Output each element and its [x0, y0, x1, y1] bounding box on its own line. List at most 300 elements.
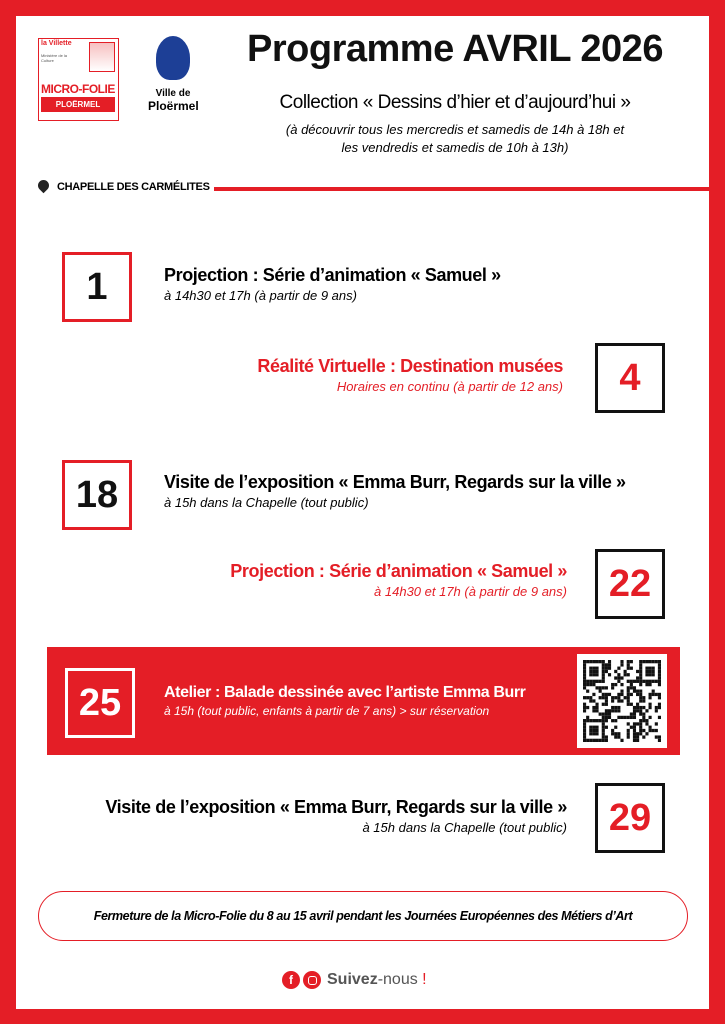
qr-module [620, 660, 623, 663]
qr-module [608, 667, 611, 670]
qr-module [595, 729, 598, 732]
qr-module [639, 722, 642, 725]
ville-ploermel-logo [148, 36, 198, 120]
qr-module [617, 735, 620, 738]
qr-module [655, 693, 658, 696]
qr-module [611, 686, 614, 689]
qr-module [627, 732, 630, 735]
qr-module [639, 699, 642, 702]
qr-module [658, 680, 661, 683]
qr-module [658, 716, 661, 719]
qr-module [655, 660, 658, 663]
qr-module [602, 693, 605, 696]
qr-module [592, 719, 595, 722]
qr-module [583, 703, 586, 706]
qr-module [633, 680, 636, 683]
qr-module [605, 709, 608, 712]
qr-module [636, 706, 639, 709]
qr-module [602, 670, 605, 673]
qr-module [633, 690, 636, 693]
qr-module [605, 716, 608, 719]
qr-module [630, 703, 633, 706]
qr-module [592, 709, 595, 712]
qr-module [605, 667, 608, 670]
qr-module [589, 726, 592, 729]
qr-module [627, 667, 630, 670]
collection-subtitle: Collection « Dessins d’hier et d’aujourd’hui » [279, 92, 631, 113]
qr-module [592, 732, 595, 735]
qr-module [608, 663, 611, 666]
instagram-icon[interactable] [303, 971, 321, 989]
qr-module [630, 726, 633, 729]
qr-module [602, 739, 605, 742]
qr-module [639, 660, 642, 663]
qr-module [624, 670, 627, 673]
qr-module [617, 673, 620, 676]
qr-module [614, 719, 617, 722]
day-box-22: 22 [595, 549, 665, 619]
qr-module [658, 676, 661, 679]
qr-module [608, 712, 611, 715]
qr-module [614, 735, 617, 738]
qr-module [639, 667, 642, 670]
qr-module [652, 693, 655, 696]
qr-module [595, 660, 598, 663]
qr-module [627, 660, 630, 663]
event-29 [105, 797, 567, 835]
qr-module [633, 706, 636, 709]
qr-module [642, 696, 645, 699]
qr-module [649, 706, 652, 709]
qr-module [589, 729, 592, 732]
qr-module [589, 719, 592, 722]
qr-module [649, 726, 652, 729]
page-title: Programme AVRIL 2026 [247, 28, 663, 70]
event-title: Visite de l’exposition « Emma Burr, Regards sur la ville » [164, 472, 626, 492]
day-box-18: 18 [62, 460, 132, 530]
qr-module [627, 690, 630, 693]
qr-module [583, 663, 586, 666]
day-box-29: 29 [595, 783, 665, 853]
qr-module [583, 667, 586, 670]
day-box-4: 4 [595, 343, 665, 413]
qr-module [636, 690, 639, 693]
qr-module [589, 670, 592, 673]
qr-module [658, 670, 661, 673]
day-box-25: 25 [65, 668, 135, 738]
follow-exclaim: ! [422, 971, 427, 988]
qr-module [642, 729, 645, 732]
qr-module [611, 699, 614, 702]
qr-module [633, 709, 636, 712]
qr-module [636, 732, 639, 735]
follow-rest: -nous [377, 971, 418, 988]
qr-module [639, 673, 642, 676]
qr-module [620, 716, 623, 719]
qr-module [608, 709, 611, 712]
qr-module [599, 686, 602, 689]
qr-module [652, 680, 655, 683]
qr-module [611, 709, 614, 712]
qr-module [649, 670, 652, 673]
event-detail: à 15h (tout public, enfants à partir de 7 ans) > sur réservation [164, 704, 490, 718]
qr-module [605, 670, 608, 673]
qr-module [617, 676, 620, 679]
qr-module [617, 696, 620, 699]
qr-module [599, 660, 602, 663]
qr-code[interactable] [577, 654, 667, 748]
qr-module [642, 712, 645, 715]
qr-module [639, 729, 642, 732]
qr-module [633, 686, 636, 689]
qr-module [599, 696, 602, 699]
qr-module [636, 739, 639, 742]
qr-module [639, 719, 642, 722]
qr-module [645, 670, 648, 673]
qr-module [633, 735, 636, 738]
qr-module [633, 732, 636, 735]
logo-name: MICRO-FOLIE [41, 82, 115, 96]
qr-module [639, 696, 642, 699]
qr-module [639, 670, 642, 673]
qr-module [595, 719, 598, 722]
qr-module [592, 680, 595, 683]
qr-module [639, 680, 642, 683]
qr-module [617, 716, 620, 719]
qr-module [636, 676, 639, 679]
qr-module [645, 709, 648, 712]
qr-module [636, 670, 639, 673]
ville-line2: Ploërmel [148, 99, 199, 113]
qr-module [630, 660, 633, 663]
qr-module [586, 739, 589, 742]
qr-module [599, 712, 602, 715]
qr-module [630, 667, 633, 670]
qr-module [583, 680, 586, 683]
qr-module [605, 712, 608, 715]
qr-module [652, 670, 655, 673]
qr-module [592, 667, 595, 670]
qr-module [658, 667, 661, 670]
qr-module [614, 670, 617, 673]
event-1 [164, 265, 501, 303]
hours-line-1: (à découvrir tous les mercredis et samedis de 14h à 18h et [285, 122, 625, 137]
qr-module [595, 673, 598, 676]
qr-module [586, 696, 589, 699]
qr-module [586, 719, 589, 722]
closure-notice [38, 891, 688, 941]
qr-module [608, 673, 611, 676]
qr-module [583, 722, 586, 725]
qr-module [592, 673, 595, 676]
qr-module [605, 663, 608, 666]
qr-module [595, 706, 598, 709]
qr-module [639, 663, 642, 666]
qr-module [642, 680, 645, 683]
qr-module [642, 660, 645, 663]
social-footer [282, 971, 427, 989]
qr-module [658, 703, 661, 706]
qr-module [611, 719, 614, 722]
qr-module [595, 732, 598, 735]
qr-module [602, 673, 605, 676]
qr-module [605, 735, 608, 738]
qr-module [639, 726, 642, 729]
qr-module [639, 676, 642, 679]
cubes-icon [89, 42, 115, 72]
qr-module [645, 673, 648, 676]
qr-module [655, 709, 658, 712]
qr-module [617, 706, 620, 709]
qr-module [592, 660, 595, 663]
ministry-text: Ministère de la Culture [41, 53, 68, 63]
qr-module [605, 719, 608, 722]
qr-module [649, 696, 652, 699]
qr-module [658, 706, 661, 709]
qr-module [592, 670, 595, 673]
qr-module [652, 690, 655, 693]
event-detail: à 15h dans la Chapelle (tout public) [164, 495, 369, 510]
qr-module [583, 739, 586, 742]
qr-module [645, 683, 648, 686]
qr-module [614, 696, 617, 699]
lion-icon [156, 36, 190, 80]
qr-module [589, 732, 592, 735]
qr-module [636, 693, 639, 696]
qr-module [595, 670, 598, 673]
qr-module [620, 676, 623, 679]
qr-module [611, 729, 614, 732]
qr-module [583, 670, 586, 673]
qr-module [639, 690, 642, 693]
qr-module [602, 729, 605, 732]
event-title: Atelier : Balade dessinée avec l’artiste Emma Burr [164, 684, 526, 701]
qr-module [639, 706, 642, 709]
qr-module [652, 660, 655, 663]
qr-module [586, 706, 589, 709]
qr-module [658, 693, 661, 696]
qr-module [589, 696, 592, 699]
qr-module [645, 719, 648, 722]
qr-code-image [583, 660, 661, 742]
location-divider [214, 187, 709, 191]
qr-module [630, 680, 633, 683]
qr-module [658, 663, 661, 666]
qr-module [658, 683, 661, 686]
qr-module [620, 693, 623, 696]
qr-module [655, 735, 658, 738]
qr-module [633, 739, 636, 742]
qr-module [614, 676, 617, 679]
qr-module [595, 709, 598, 712]
qr-module [655, 706, 658, 709]
qr-module [608, 716, 611, 719]
qr-module [583, 719, 586, 722]
qr-module [589, 673, 592, 676]
qr-module [602, 722, 605, 725]
qr-module [624, 696, 627, 699]
qr-module [627, 699, 630, 702]
qr-module [611, 706, 614, 709]
event-4 [257, 356, 563, 394]
location-label: CHAPELLE DES CARMÉLITES [57, 181, 210, 193]
qr-module [620, 683, 623, 686]
ville-line1: Ville de [155, 88, 191, 99]
event-title: Projection : Série d’animation « Samuel » [164, 265, 501, 285]
event-detail: Horaires en continu (à partir de 12 ans) [336, 379, 563, 394]
qr-module [624, 673, 627, 676]
qr-module [649, 683, 652, 686]
qr-module [589, 699, 592, 702]
qr-module [583, 706, 586, 709]
qr-module [630, 712, 633, 715]
qr-module [633, 712, 636, 715]
qr-module [599, 690, 602, 693]
qr-module [639, 693, 642, 696]
qr-module [642, 716, 645, 719]
qr-module [633, 726, 636, 729]
qr-module [649, 693, 652, 696]
qr-module [624, 716, 627, 719]
qr-module [617, 667, 620, 670]
qr-module [630, 683, 633, 686]
qr-module [645, 732, 648, 735]
qr-module [599, 739, 602, 742]
qr-module [620, 690, 623, 693]
qr-module [655, 729, 658, 732]
qr-module [599, 719, 602, 722]
qr-module [658, 673, 661, 676]
qr-module [649, 703, 652, 706]
qr-module [592, 729, 595, 732]
qr-module [639, 683, 642, 686]
qr-module [617, 693, 620, 696]
qr-module [605, 699, 608, 702]
qr-module [602, 667, 605, 670]
qr-module [614, 726, 617, 729]
qr-module [642, 719, 645, 722]
qr-module [586, 690, 589, 693]
closure-notice-text: Fermeture de la Micro-Folie du 8 au 15 avril pendant les Journées Européennes des Métiers d’Art [93, 909, 633, 923]
qr-module [583, 732, 586, 735]
qr-module [583, 673, 586, 676]
qr-module [592, 699, 595, 702]
qr-module [595, 686, 598, 689]
qr-module [602, 716, 605, 719]
qr-module [602, 719, 605, 722]
qr-module [645, 680, 648, 683]
qr-module [595, 703, 598, 706]
qr-module [592, 693, 595, 696]
qr-module [627, 735, 630, 738]
qr-module [620, 739, 623, 742]
qr-module [627, 722, 630, 725]
qr-module [592, 683, 595, 686]
qr-module [617, 680, 620, 683]
qr-module [658, 739, 661, 742]
qr-module [611, 696, 614, 699]
micro-folie-logo [38, 38, 119, 121]
qr-module [636, 709, 639, 712]
follow-bold: Suivez [327, 971, 378, 988]
qr-module [605, 739, 608, 742]
qr-module [586, 716, 589, 719]
qr-module [649, 660, 652, 663]
qr-module [583, 729, 586, 732]
qr-module [617, 732, 620, 735]
qr-module [605, 686, 608, 689]
qr-module [602, 732, 605, 735]
qr-module [649, 673, 652, 676]
qr-module [599, 680, 602, 683]
logo-city: PLOËRMEL [41, 97, 115, 112]
qr-module [645, 660, 648, 663]
qr-module [611, 683, 614, 686]
qr-module [592, 706, 595, 709]
qr-module [583, 696, 586, 699]
qr-module [602, 676, 605, 679]
event-25 [164, 684, 526, 718]
qr-module [595, 667, 598, 670]
qr-module [592, 739, 595, 742]
event-title: Réalité Virtuelle : Destination musées [257, 356, 563, 376]
qr-module [608, 693, 611, 696]
qr-module [586, 683, 589, 686]
qr-module [633, 716, 636, 719]
qr-module [636, 722, 639, 725]
qr-module [639, 732, 642, 735]
qr-module [614, 706, 617, 709]
qr-module [589, 667, 592, 670]
qr-module [583, 709, 586, 712]
qr-module [652, 673, 655, 676]
qr-module [602, 686, 605, 689]
qr-module [627, 663, 630, 666]
qr-module [642, 735, 645, 738]
qr-module [620, 699, 623, 702]
qr-module [605, 726, 608, 729]
qr-module [583, 660, 586, 663]
qr-module [605, 696, 608, 699]
qr-module [602, 726, 605, 729]
qr-module [586, 680, 589, 683]
qr-module [627, 703, 630, 706]
qr-module [658, 660, 661, 663]
qr-module [658, 735, 661, 738]
qr-module [639, 712, 642, 715]
qr-module [630, 716, 633, 719]
qr-module [592, 726, 595, 729]
qr-module [652, 667, 655, 670]
qr-module [649, 680, 652, 683]
hours-line-2: les vendredis et samedis de 10h à 13h) [341, 140, 569, 155]
qr-module [627, 673, 630, 676]
qr-module [595, 726, 598, 729]
event-22 [230, 561, 567, 599]
qr-module [602, 712, 605, 715]
qr-module [602, 703, 605, 706]
qr-module [645, 667, 648, 670]
qr-module [658, 696, 661, 699]
qr-module [627, 686, 630, 689]
qr-module [611, 732, 614, 735]
qr-module [639, 709, 642, 712]
qr-module [589, 660, 592, 663]
facebook-icon[interactable]: f [282, 971, 300, 989]
qr-module [627, 680, 630, 683]
qr-module [636, 680, 639, 683]
day-box-1: 1 [62, 252, 132, 322]
